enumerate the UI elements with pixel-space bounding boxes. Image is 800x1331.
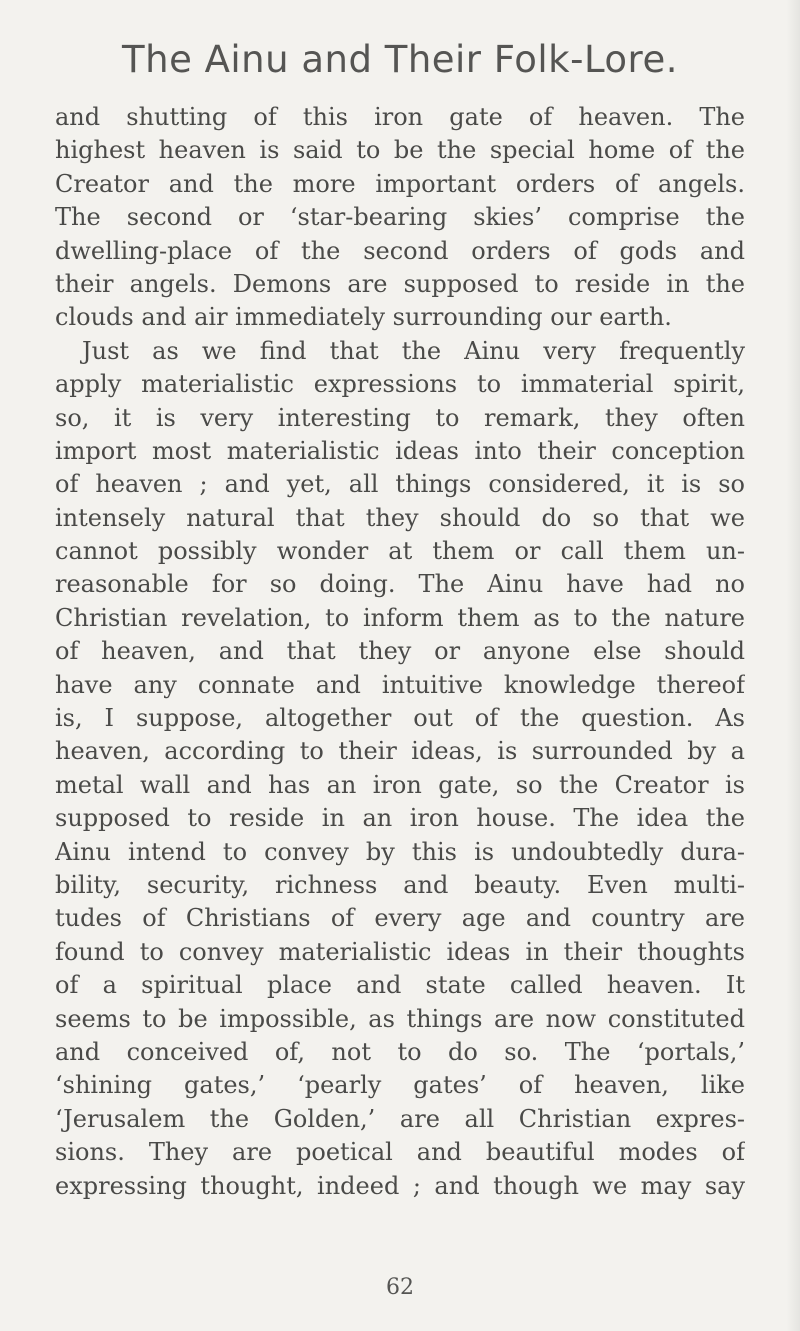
text-line: Ainu intend to convey by this is undoubtedly dura- <box>55 837 745 866</box>
text-line: sions. They are poetical and beautiful modes of <box>55 1138 745 1167</box>
text-line: of heaven, and that they or anyone else should <box>55 637 745 666</box>
text-line: reasonable for so doing. The Ainu have had no <box>55 570 745 599</box>
text-line: ‘shining gates,’ ‘pearly gates’ of heaven, like <box>55 1071 745 1100</box>
text-line: of a spiritual place and state called heaven. It <box>55 971 745 1000</box>
text-line: of heaven ; and yet, all things considered, it is so <box>55 470 745 499</box>
text-line: cannot possibly wonder at them or call them un- <box>55 537 745 566</box>
text-line: seems to be impossible, as things are now constituted <box>55 1004 745 1033</box>
text-line: and conceived of, not to do so. The ‘portals,’ <box>55 1037 745 1066</box>
text-line: import most materialistic ideas into their conception <box>55 436 745 465</box>
text-line: heaven, according to their ideas, is surrounded by a <box>55 737 745 766</box>
text-line: highest heaven is said to be the special home of the <box>55 136 745 165</box>
text-line: Just as we find that the Ainu very frequently <box>82 336 745 365</box>
text-line: apply materialistic expressions to immaterial spirit, <box>55 370 745 399</box>
running-head: The Ainu and Their Folk-Lore. <box>122 38 678 81</box>
page-edge-shadow <box>786 0 800 1331</box>
text-line: dwelling-place of the second orders of gods and <box>55 236 745 265</box>
text-line: intensely natural that they should do so that we <box>55 503 745 532</box>
text-line: and shutting of this iron gate of heaven. The <box>55 103 745 131</box>
page-number: 62 <box>386 1275 414 1300</box>
text-line: Creator and the more important orders of angels. <box>55 169 745 198</box>
text-line: their angels. Demons are supposed to reside in the <box>55 269 745 298</box>
text-line: metal wall and has an iron gate, so the Creator is <box>55 770 745 799</box>
text-line: ‘Jerusalem the Golden,’ are all Christian expres- <box>55 1104 745 1133</box>
text-line: bility, security, richness and beauty. Even multi- <box>55 870 745 899</box>
text-line: is, I suppose, altogether out of the question. As <box>55 704 745 733</box>
text-line: so, it is very interesting to remark, they often <box>55 403 745 432</box>
body-text <box>55 101 745 1203</box>
text-line: The second or ‘star-bearing skies’ comprise the <box>55 203 745 232</box>
text-line: found to convey materialistic ideas in their thoughts <box>55 937 745 966</box>
text-line: Christian revelation, to inform them as to the nature <box>55 603 745 632</box>
text-line: tudes of Christians of every age and country are <box>55 904 745 933</box>
text-line: expressing thought, indeed ; and though we may say <box>55 1171 745 1200</box>
text-line: clouds and air immediately surrounding our earth. <box>55 303 672 332</box>
text-line: supposed to reside in an iron house. The idea the <box>55 804 745 833</box>
text-line: have any connate and intuitive knowledge thereof <box>55 670 745 699</box>
